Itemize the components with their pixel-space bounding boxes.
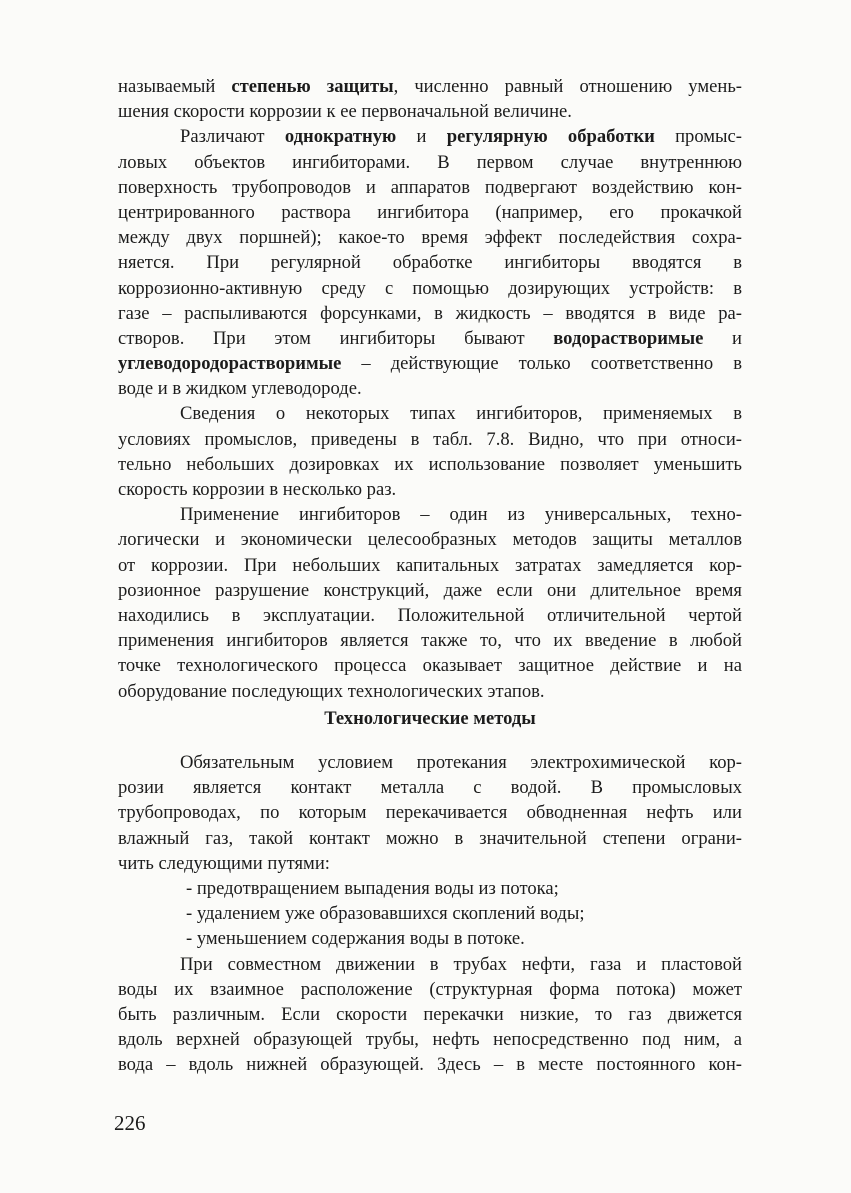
text-line: При совместном движении в трубах нефти, газа и пластовой: [180, 953, 742, 975]
text-line: воде и в жидком углеводороде.: [118, 378, 362, 400]
bold-term: однократную: [284, 126, 397, 148]
paragraph-inhibitor-info: [118, 401, 742, 502]
methods-list: [118, 876, 742, 952]
paragraph-degree-of-protection: [118, 74, 742, 124]
paragraph-water-contact: [118, 750, 742, 876]
text-line: оборудование последующих технологических этапов.: [118, 680, 545, 702]
text-line: Различают однократную и регулярную обработки промыс-: [180, 126, 742, 148]
paragraph-inhibitor-application: [118, 502, 742, 704]
text-line: трубопроводах, по которым перекачивается обводненная нефть или: [118, 802, 742, 824]
text-line: находились в эксплуатации. Положительной отличительной чертой: [118, 604, 742, 626]
text-line: называемый степенью защиты, численно равный отношению умень-: [118, 76, 742, 97]
text-line: розионное разрушение конструкций, даже если они длительное время: [118, 579, 742, 601]
text-line: поверхность трубопроводов и аппаратов подвергают воздействию кон-: [118, 176, 742, 198]
text-line: створов. При этом ингибиторы бывают водорастворимые и: [118, 327, 742, 349]
list-item: - уменьшением содержания воды в потоке.: [186, 928, 525, 950]
paragraph-flow-structure: [118, 952, 742, 1078]
bold-term: регулярную обработки: [446, 126, 655, 148]
text-line: газе – распыливаются форсунками, в жидкость – вводятся в виде ра-: [118, 302, 742, 324]
text-line: логически и экономически целесообразных методов защиты металлов: [118, 529, 742, 551]
list-item: - удалением уже образовавшихся скоплений воды;: [186, 903, 585, 925]
text-line: применения ингибиторов является также то, что их введение в любой: [118, 630, 742, 652]
text-line: тельно небольших дозировках их использование позволяет уменьшить: [118, 453, 742, 475]
text-line: Сведения о некоторых типах ингибиторов, применяемых в: [180, 403, 742, 425]
body-text-lower: [118, 750, 742, 1077]
section-heading: Технологические методы: [324, 708, 536, 729]
text-line: быть различным. Если скорости перекачки низкие, то газ движется: [118, 1003, 742, 1025]
text-line: от коррозии. При небольших капитальных затратах замедляется кор-: [118, 554, 742, 576]
text-line: чить следующими путями:: [118, 852, 330, 874]
text-line: вдоль верхней образующей трубы, нефть непосредственно под ним, а: [118, 1029, 742, 1051]
text-line: шения скорости коррозии к ее первоначальной величине.: [118, 101, 572, 123]
page-number: 226: [114, 1111, 146, 1135]
text-line: ловых объектов ингибиторами. В первом случае внутреннюю: [118, 151, 742, 173]
text-line: воды их взаимное расположение (структурная форма потока) может: [118, 978, 742, 1000]
bold-term: степенью защиты: [231, 76, 394, 97]
text-line: вода – вдоль нижней образующей. Здесь – в месте постоянного кон-: [118, 1054, 742, 1076]
paragraph-treatment-types: [118, 124, 742, 401]
text-line: няется. При регулярной обработке ингибиторы вводятся в: [118, 252, 742, 274]
bold-term: водорастворимые: [553, 327, 704, 349]
bold-term: углеводородорастворимые: [118, 353, 342, 375]
text-line: коррозионно-активную среду с помощью дозирующих устройств: в: [118, 277, 742, 299]
list-item: - предотвращением выпадения воды из потока;: [186, 877, 559, 899]
body-text-upper: [118, 74, 742, 704]
text-line: Обязательным условием протекания электрохимической кор-: [180, 752, 742, 773]
text-line: Применение ингибиторов – один из универсальных, техно-: [180, 504, 742, 526]
text-line: точке технологического процесса оказывает защитное действие и на: [118, 655, 742, 677]
text-line: условиях промыслов, приведены в табл. 7.8. Видно, что при относи-: [118, 428, 742, 450]
text-line: розии является контакт металла с водой. В промысловых: [118, 777, 742, 799]
text-line: центрированного раствора ингибитора (например, его прокачкой: [118, 201, 742, 223]
text-line: скорость коррозии в несколько раз.: [118, 479, 397, 500]
text-line: углеводородорастворимые – действующие только соответственно в: [118, 353, 742, 375]
text-line: между двух поршней); какое-то время эффект последействия сохра-: [118, 227, 742, 249]
text-line: влажный газ, такой контакт можно в значительной степени ограни-: [118, 827, 742, 849]
